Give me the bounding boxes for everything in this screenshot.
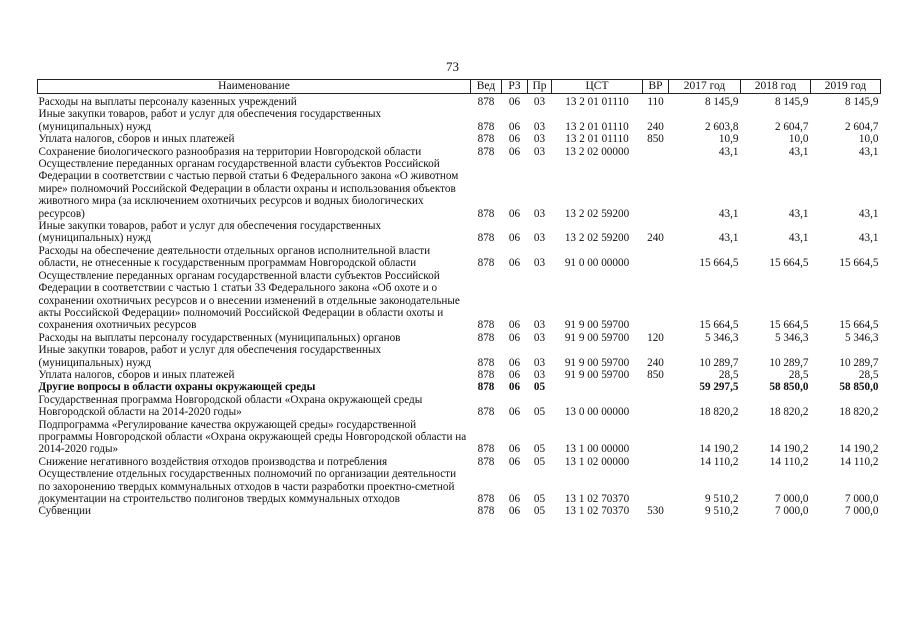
table-row <box>38 394 881 419</box>
row-cst: 13 2 02 00000 <box>564 145 630 158</box>
row-2017: 43,1 <box>718 145 739 158</box>
row-cst: 13 2 01 01110 <box>565 133 629 146</box>
row-name: Снижение негативного воздействия отходов производства и потребления <box>38 455 388 468</box>
row-2019: 14 110,2 <box>839 455 879 468</box>
row-pr: 03 <box>533 207 546 220</box>
row-2019: 18 820,2 <box>839 406 879 419</box>
table-row <box>38 133 881 145</box>
col-header-pr: Пр <box>528 80 552 94</box>
row-2019: 10,0 <box>858 133 879 146</box>
row-vr <box>643 381 669 393</box>
table-row <box>38 146 881 158</box>
row-2019: 28,5 <box>858 368 879 381</box>
table-row <box>38 220 881 245</box>
row-vr: 240 <box>647 356 664 369</box>
row-cst: 13 2 01 01110 <box>565 96 629 108</box>
col-header-2019: 2019 год <box>811 80 881 94</box>
table-row <box>38 270 881 332</box>
row-ved: 878 <box>477 331 495 344</box>
row-vr <box>643 270 669 332</box>
row-2017: 14 110,2 <box>699 455 739 468</box>
row-2019: 15 664,5 <box>839 257 879 270</box>
row-2018: 43,1 <box>788 232 809 245</box>
row-name: Сохранение биологического разнообразия на территории Новгородской области <box>38 145 422 158</box>
row-rz: 06 <box>508 455 521 468</box>
row-rz: 06 <box>508 319 521 332</box>
row-2018: 7 000,0 <box>774 493 809 505</box>
row-name: Другие вопросы в области охраны окружающей среды <box>38 381 316 394</box>
table-row <box>38 332 881 344</box>
row-2017: 18 820,2 <box>699 406 739 419</box>
row-pr: 03 <box>533 133 546 146</box>
row-ved: 878 <box>477 120 495 133</box>
row-vr: 120 <box>647 331 664 344</box>
row-2019: 7 000,0 <box>844 493 879 505</box>
row-pr: 05 <box>533 381 546 394</box>
row-name: Осуществление переданных органам государственной власти субъектов Российской Федерации в соответствии с частью 1 статьи 33 Федерального закона «Об охоте и о сохранении охотничьих ресурсов и о внесении изменений в отдельные законодательные акты Российской Федерации» полномочий Российской Федерации в области охоты и сохранения охотничьих ресурсов <box>38 269 460 332</box>
row-pr: 03 <box>533 257 546 270</box>
row-rz: 06 <box>508 356 521 369</box>
table-row <box>38 419 881 456</box>
col-header-name: Наименование <box>38 80 471 94</box>
row-2017: 9 510,2 <box>704 493 739 505</box>
row-cst: 13 1 02 00000 <box>564 455 630 468</box>
row-vr: 240 <box>647 120 664 133</box>
row-cst: 13 0 00 00000 <box>564 406 630 419</box>
col-header-vr: ВР <box>643 80 669 94</box>
table-row <box>38 94 881 109</box>
row-cst: 91 9 00 59700 <box>564 356 630 369</box>
budget-table <box>37 79 881 518</box>
row-ved: 878 <box>477 381 495 394</box>
row-vr <box>643 146 669 158</box>
row-2017: 14 190,2 <box>699 443 739 456</box>
row-ved: 878 <box>477 145 495 158</box>
row-2017: 5 346,3 <box>704 331 739 344</box>
row-2018: 28,5 <box>788 368 809 381</box>
row-2018: 14 110,2 <box>769 455 809 468</box>
row-2019: 14 190,2 <box>839 443 879 456</box>
row-rz: 06 <box>508 232 521 245</box>
table-header-row <box>38 80 881 94</box>
row-cst: 13 2 02 59200 <box>564 207 630 220</box>
row-rz: 06 <box>508 145 521 158</box>
row-rz: 06 <box>508 207 521 220</box>
row-vr <box>643 419 669 456</box>
row-rz: 06 <box>508 443 521 456</box>
row-ved: 878 <box>477 493 495 505</box>
table-row <box>38 468 881 505</box>
row-2017: 15 664,5 <box>699 319 739 332</box>
table-row <box>38 369 881 381</box>
row-name: Иные закупки товаров, работ и услуг для обеспечения государственных (муниципальных) нужд <box>38 220 382 245</box>
row-ved: 878 <box>477 368 495 381</box>
row-ved: 878 <box>477 232 495 245</box>
row-rz: 06 <box>508 493 521 505</box>
row-2019: 43,1 <box>858 232 879 245</box>
row-ved: 878 <box>477 207 495 220</box>
row-vr: 850 <box>647 133 664 146</box>
row-rz: 06 <box>508 406 521 419</box>
row-rz: 06 <box>508 257 521 270</box>
row-vr: 530 <box>647 505 664 518</box>
row-name: Осуществление отдельных государственных полномочий по организации деятельности по захоронению твердых коммунальных отходов в части разработки проектно-сметной документации на строительство полигонов твердых коммунальных отходов <box>38 468 457 505</box>
row-name: Иные закупки товаров, работ и услуг для обеспечения государственных (муниципальных) нужд <box>38 344 382 369</box>
page-number: 73 <box>446 59 459 74</box>
row-2017: 43,1 <box>718 207 739 220</box>
table-row <box>38 108 881 133</box>
row-cst <box>552 381 643 393</box>
row-name: Подпрограмма «Регулирование качества окружающей среды» государственной программы Новгородской области «Охрана окружающей среды Новгородской области на 2014-2020 годы» <box>38 418 467 456</box>
row-ved: 878 <box>477 96 495 108</box>
row-rz: 06 <box>508 381 521 394</box>
row-2017: 8 145,9 <box>704 96 739 108</box>
row-2017: 59 297,5 <box>699 381 739 394</box>
row-name: Расходы на выплаты персоналу государственных (муниципальных) органов <box>38 331 401 344</box>
row-pr: 05 <box>533 443 546 456</box>
row-2019: 15 664,5 <box>839 319 879 332</box>
row-rz: 06 <box>508 368 521 381</box>
row-2019: 43,1 <box>858 207 879 220</box>
row-vr <box>643 158 669 220</box>
row-vr <box>643 468 669 505</box>
row-cst: 13 2 01 01110 <box>565 120 629 133</box>
row-2018: 14 190,2 <box>769 443 809 456</box>
row-name: Расходы на выплаты персоналу казенных учреждений <box>38 96 297 108</box>
row-rz: 06 <box>508 505 521 518</box>
row-cst: 91 9 00 59700 <box>564 331 630 344</box>
row-2019: 2 604,7 <box>844 120 879 133</box>
row-cst: 91 9 00 59700 <box>564 319 630 332</box>
row-cst: 13 1 02 70370 <box>564 493 630 505</box>
row-ved: 878 <box>477 133 495 146</box>
row-2019: 58 850,0 <box>839 381 879 394</box>
row-2019: 43,1 <box>858 145 879 158</box>
row-2019: 5 346,3 <box>844 331 879 344</box>
row-pr: 05 <box>533 455 546 468</box>
row-pr: 05 <box>533 406 546 419</box>
row-vr: 240 <box>647 232 664 245</box>
table-row <box>38 505 881 517</box>
row-2017: 10,9 <box>718 133 739 146</box>
row-vr <box>643 245 669 270</box>
table-row <box>38 456 881 468</box>
row-vr <box>643 394 669 419</box>
col-header-ved: Вед <box>471 80 502 94</box>
row-2018: 15 664,5 <box>769 319 809 332</box>
row-cst: 13 2 02 59200 <box>564 232 630 245</box>
row-ved: 878 <box>477 455 495 468</box>
row-2018: 15 664,5 <box>769 257 809 270</box>
row-ved: 878 <box>477 319 495 332</box>
row-2017: 15 664,5 <box>699 257 739 270</box>
row-vr: 110 <box>647 96 664 108</box>
table-row <box>38 381 881 393</box>
row-ved: 878 <box>477 406 495 419</box>
row-pr: 03 <box>533 319 546 332</box>
row-name: Расходы на обеспечение деятельности отдельных органов исполнительной власти области, не отнесенные к государственным программам Новгородской области <box>38 244 431 270</box>
row-pr: 03 <box>533 232 546 245</box>
row-pr: 03 <box>533 96 546 108</box>
row-vr <box>643 456 669 468</box>
row-2018: 43,1 <box>788 145 809 158</box>
row-rz: 06 <box>508 96 521 108</box>
row-ved: 878 <box>477 443 495 456</box>
row-2017: 10 289,7 <box>699 356 739 369</box>
row-pr: 03 <box>533 356 546 369</box>
row-2018: 7 000,0 <box>774 505 809 518</box>
row-name: Иные закупки товаров, работ и услуг для обеспечения государственных (муниципальных) нужд <box>38 108 382 133</box>
row-cst: 13 1 00 00000 <box>564 443 630 456</box>
row-pr: 03 <box>533 331 546 344</box>
row-2017: 9 510,2 <box>704 505 739 518</box>
row-ved: 878 <box>477 505 495 518</box>
col-header-2018: 2018 год <box>741 80 811 94</box>
row-rz: 06 <box>508 133 521 146</box>
table-row <box>38 158 881 220</box>
table-row <box>38 344 881 369</box>
row-cst: 91 0 00 00000 <box>564 257 630 270</box>
col-header-2017: 2017 год <box>669 80 741 94</box>
row-2018: 18 820,2 <box>769 406 809 419</box>
row-rz: 06 <box>508 331 521 344</box>
row-2019: 10 289,7 <box>839 356 879 369</box>
table-row <box>38 245 881 270</box>
row-name: Уплата налогов, сборов и иных платежей <box>38 133 235 146</box>
row-ved: 878 <box>477 257 495 270</box>
col-header-rz: РЗ <box>502 80 528 94</box>
row-name: Государственная программа Новгородской области «Охрана окружающей среды Новгородской области на 2014-2020 годы» <box>38 393 423 419</box>
row-2019: 8 145,9 <box>844 96 879 108</box>
row-2018: 43,1 <box>788 207 809 220</box>
row-2018: 5 346,3 <box>774 331 809 344</box>
row-name: Осуществление переданных органам государственной власти субъектов Российской Федерации в соответствии с частью первой статьи 6 Федерального закона «О животном мире» полномочий Российской Федерации в области охраны и использования объектов животного мира (за исключением охотничьих ресурсов и водных биологических ресурсов) <box>38 158 459 220</box>
row-pr: 03 <box>533 120 546 133</box>
row-2018: 2 604,7 <box>774 120 809 133</box>
row-pr: 05 <box>533 505 546 518</box>
row-2019: 7 000,0 <box>844 505 879 518</box>
row-2018: 10,0 <box>788 133 809 146</box>
row-2017: 43,1 <box>718 232 739 245</box>
row-pr: 03 <box>533 368 546 381</box>
row-name: Субвенции <box>38 505 91 518</box>
row-rz: 06 <box>508 120 521 133</box>
row-2017: 2 603,8 <box>704 120 739 133</box>
row-cst: 13 1 02 70370 <box>564 505 630 518</box>
row-2018: 58 850,0 <box>769 381 809 394</box>
row-cst: 91 9 00 59700 <box>564 368 630 381</box>
row-name: Уплата налогов, сборов и иных платежей <box>38 368 235 381</box>
row-pr: 05 <box>533 493 546 505</box>
row-ved: 878 <box>477 356 495 369</box>
row-vr: 850 <box>647 368 664 381</box>
row-2018: 10 289,7 <box>769 356 809 369</box>
row-2017: 28,5 <box>718 368 739 381</box>
col-header-cst: ЦСТ <box>552 80 643 94</box>
row-pr: 03 <box>533 145 546 158</box>
row-2018: 8 145,9 <box>774 96 809 108</box>
